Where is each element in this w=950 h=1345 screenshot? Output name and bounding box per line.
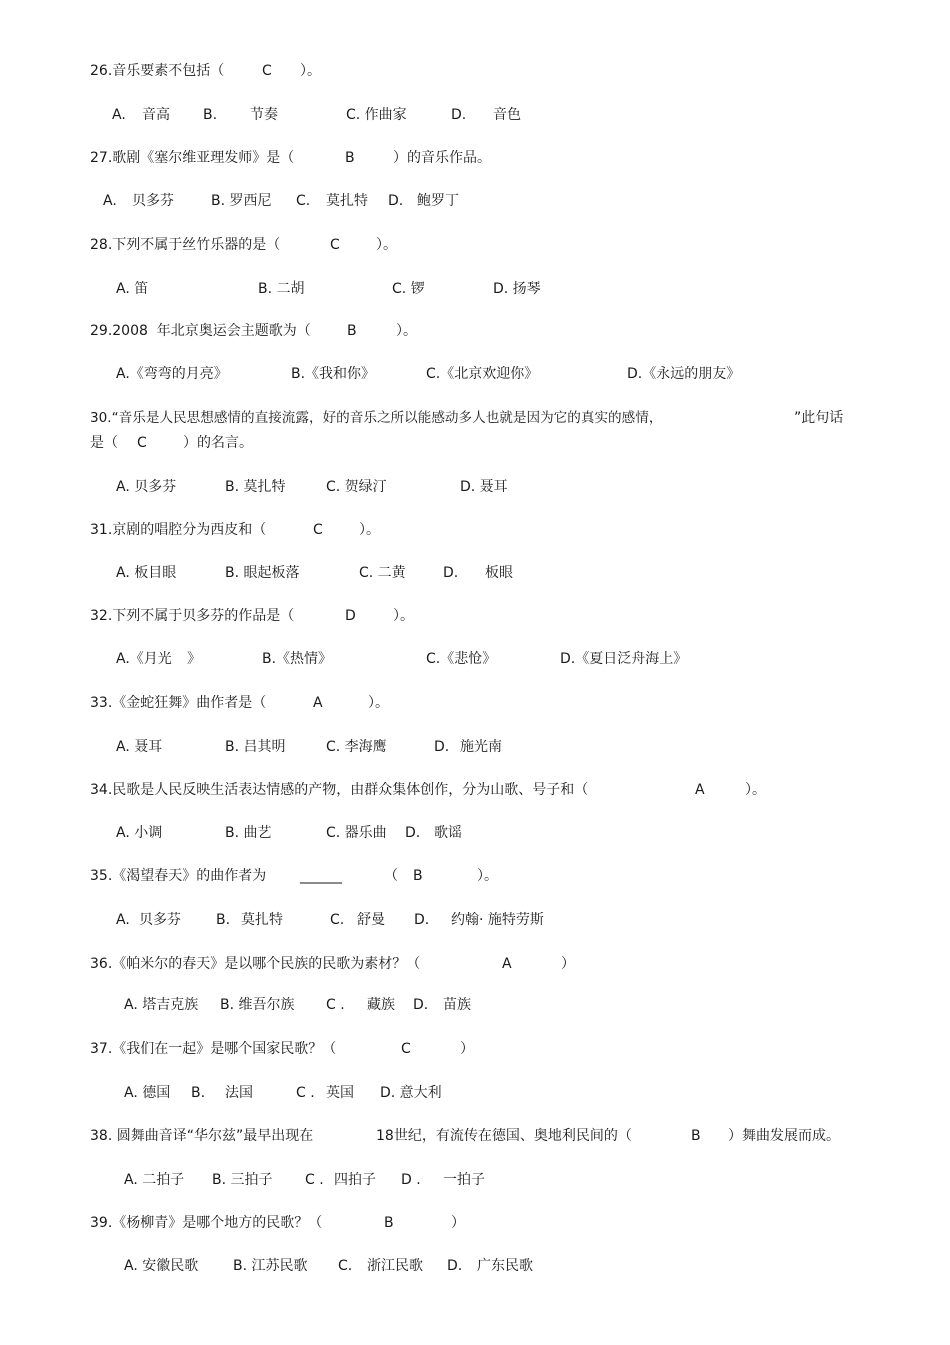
option-text: 》 bbox=[187, 651, 201, 667]
option-text: A. 安徽民歌 bbox=[124, 1258, 199, 1274]
question-stem: 38. 圆舞曲音译“华尔兹”最早出现在 bbox=[90, 1128, 314, 1144]
option-label: A. bbox=[116, 912, 130, 928]
question-tail: ）。 bbox=[477, 868, 498, 884]
option-text: 音高 bbox=[142, 107, 170, 123]
option-label: A. bbox=[103, 193, 117, 209]
option-label: B. bbox=[203, 107, 218, 123]
option-text: B. 江苏民歌 bbox=[233, 1258, 308, 1274]
answer: C bbox=[137, 435, 147, 451]
option-text: C. 二黄 bbox=[359, 565, 406, 581]
option-text: B. 吕其明 bbox=[225, 739, 286, 755]
option-label: D. bbox=[413, 997, 429, 1013]
option-text: 舒曼 bbox=[357, 912, 385, 928]
option-text: A.《月光 bbox=[116, 651, 172, 667]
option-text: A. 小调 bbox=[116, 825, 163, 841]
answer: C bbox=[330, 237, 340, 253]
option-text: D.《永远的朋友》 bbox=[627, 366, 741, 382]
option-text: B.《我和你》 bbox=[291, 366, 376, 382]
option-text: 贝多芬 bbox=[139, 912, 181, 928]
option-text: B. 二胡 bbox=[258, 281, 305, 297]
option-text: 藏族 bbox=[367, 997, 395, 1013]
question-stem: 34.民歌是人民反映生活表达情感的产物，由群众集体创作，分为山歌、号子和（ bbox=[90, 782, 589, 798]
option-label: D . bbox=[401, 1172, 421, 1188]
question-tail: ）。 bbox=[396, 323, 417, 339]
option-text: C. 锣 bbox=[392, 281, 425, 297]
option-text: A. 塔吉克族 bbox=[124, 997, 199, 1013]
question-tail: ） bbox=[451, 1215, 465, 1231]
option-text: A.《弯弯的月亮》 bbox=[116, 366, 228, 382]
option-text: 歌谣 bbox=[434, 825, 462, 841]
question-stem-mid: 18世纪，有流传在德国、奥地利民间的（ bbox=[376, 1128, 632, 1144]
option-text: B. 眼起板落 bbox=[225, 565, 300, 581]
option-text: B. 曲艺 bbox=[225, 825, 272, 841]
option-text: 莫扎特 bbox=[326, 193, 368, 209]
option-label: D. bbox=[443, 565, 459, 581]
question-stem: 27.歌剧《塞尔维亚理发师》是（ bbox=[90, 150, 295, 166]
option-text: A. 二拍子 bbox=[124, 1172, 185, 1188]
option-text: D. 聂耳 bbox=[460, 479, 508, 495]
option-text: 施光南 bbox=[460, 739, 502, 755]
answer: B bbox=[691, 1128, 701, 1144]
option-text: 音色 bbox=[493, 107, 521, 123]
question-stem: 26.音乐要素不包括（ bbox=[90, 63, 225, 79]
option-text: C. 贺绿汀 bbox=[326, 479, 387, 495]
option-text: D. 扬琴 bbox=[493, 281, 541, 297]
option-label: C. bbox=[338, 1258, 353, 1274]
question-tail: ）。 bbox=[745, 782, 766, 798]
question-paren: （ bbox=[384, 868, 398, 884]
option-text: 浙江民歌 bbox=[367, 1258, 423, 1274]
answer: A bbox=[502, 956, 512, 972]
question-stem: 33.《金蛇狂舞》曲作者是（ bbox=[90, 695, 267, 711]
option-text: B. 三拍子 bbox=[212, 1172, 273, 1188]
question-stem: 36.《帕米尔的春天》是以哪个民族的民歌为素材？（ bbox=[90, 956, 421, 972]
question-tail: ）的音乐作品。 bbox=[393, 150, 491, 166]
option-text: D. 意大利 bbox=[380, 1085, 442, 1101]
option-text: 板眼 bbox=[485, 565, 513, 581]
answer-blank: ______ bbox=[300, 868, 342, 884]
question-stem: 35.《渴望春天》的曲作者为 bbox=[90, 868, 267, 884]
option-label: D. bbox=[447, 1258, 463, 1274]
question-tail: ） bbox=[460, 1041, 474, 1057]
option-label: D. bbox=[434, 739, 450, 755]
question-stem: 37.《我们在一起》是哪个国家民歌？（ bbox=[90, 1041, 337, 1057]
option-text: 广东民歌 bbox=[477, 1258, 533, 1274]
option-label: C. bbox=[296, 193, 311, 209]
option-label: C . bbox=[326, 997, 345, 1013]
option-text: 四拍子 bbox=[334, 1172, 376, 1188]
option-text: A. 贝多芬 bbox=[116, 479, 177, 495]
question-tail: ）。 bbox=[376, 237, 397, 253]
question-tail: ）。 bbox=[368, 695, 389, 711]
option-label: C . bbox=[296, 1085, 315, 1101]
question-tail: ）的名言。 bbox=[183, 435, 253, 451]
question-stem: 31.京剧的唱腔分为西皮和（ bbox=[90, 522, 267, 538]
answer: D bbox=[345, 608, 356, 624]
option-text: 莫扎特 bbox=[241, 912, 283, 928]
option-text: A. 聂耳 bbox=[116, 739, 163, 755]
option-text: 法国 bbox=[225, 1085, 253, 1101]
answer: B bbox=[345, 150, 355, 166]
option-label: B. bbox=[216, 912, 231, 928]
option-text: 鲍罗丁 bbox=[417, 193, 459, 209]
question-tail: ） bbox=[561, 956, 575, 972]
question-stem-end: ”此句话 bbox=[794, 410, 844, 426]
option-text: 英国 bbox=[326, 1085, 354, 1101]
answer: C bbox=[313, 522, 323, 538]
option-label: D. bbox=[414, 912, 430, 928]
option-text: A. 板目眼 bbox=[116, 565, 177, 581]
question-stem: 32.下列不属于贝多芬的作品是（ bbox=[90, 608, 295, 624]
answer: B bbox=[384, 1215, 394, 1231]
option-label: C. bbox=[330, 912, 345, 928]
option-label: D. bbox=[451, 107, 467, 123]
question-tail: ）舞曲发展而成。 bbox=[728, 1128, 840, 1144]
question-stem: 28.下列不属于丝竹乐器的是（ bbox=[90, 237, 281, 253]
option-text: C. 李海鹰 bbox=[326, 739, 387, 755]
question-stem: 39.《杨柳青》是哪个地方的民歌？（ bbox=[90, 1215, 323, 1231]
question-stem-line2: 是（ bbox=[90, 435, 118, 451]
answer: C bbox=[401, 1041, 411, 1057]
option-text: D.《夏日泛舟海上》 bbox=[560, 651, 688, 667]
option-text: C.《悲怆》 bbox=[426, 651, 497, 667]
option-text: C. 作曲家 bbox=[346, 107, 407, 123]
option-text: A. 笛 bbox=[116, 281, 149, 297]
option-label: C . bbox=[305, 1172, 324, 1188]
question-tail: ）。 bbox=[300, 63, 321, 79]
question-stem: 30.“音乐是人民思想感情的直接流露，好的音乐之所以能感动多人也就是因为它的真实的感情， bbox=[90, 410, 663, 426]
answer: B bbox=[347, 323, 357, 339]
option-text: B.《热情》 bbox=[262, 651, 333, 667]
question-stem: 29.2008 年北京奥运会主题歌为（ bbox=[90, 323, 311, 339]
option-label: D. bbox=[405, 825, 421, 841]
option-text: 约翰· 施特劳斯 bbox=[451, 912, 544, 928]
option-label: A. bbox=[112, 107, 126, 123]
option-text: C.《北京欢迎你》 bbox=[426, 366, 539, 382]
answer: C bbox=[262, 63, 272, 79]
option-text: B. 莫扎特 bbox=[225, 479, 286, 495]
option-text: 一拍子 bbox=[443, 1172, 485, 1188]
question-tail: ）。 bbox=[359, 522, 380, 538]
answer: B bbox=[413, 868, 423, 884]
option-label: D. bbox=[388, 193, 404, 209]
option-text: B. 罗西尼 bbox=[211, 193, 272, 209]
option-text: A. 德国 bbox=[124, 1085, 171, 1101]
option-text: C. 器乐曲 bbox=[326, 825, 387, 841]
option-label: B. bbox=[191, 1085, 206, 1101]
answer: A bbox=[313, 695, 323, 711]
option-text: 节奏 bbox=[250, 107, 278, 123]
answer: A bbox=[695, 782, 705, 798]
option-text: B. 维吾尔族 bbox=[220, 997, 295, 1013]
option-text: 贝多芬 bbox=[132, 193, 174, 209]
option-text: 苗族 bbox=[443, 997, 471, 1013]
question-tail: ）。 bbox=[393, 608, 414, 624]
